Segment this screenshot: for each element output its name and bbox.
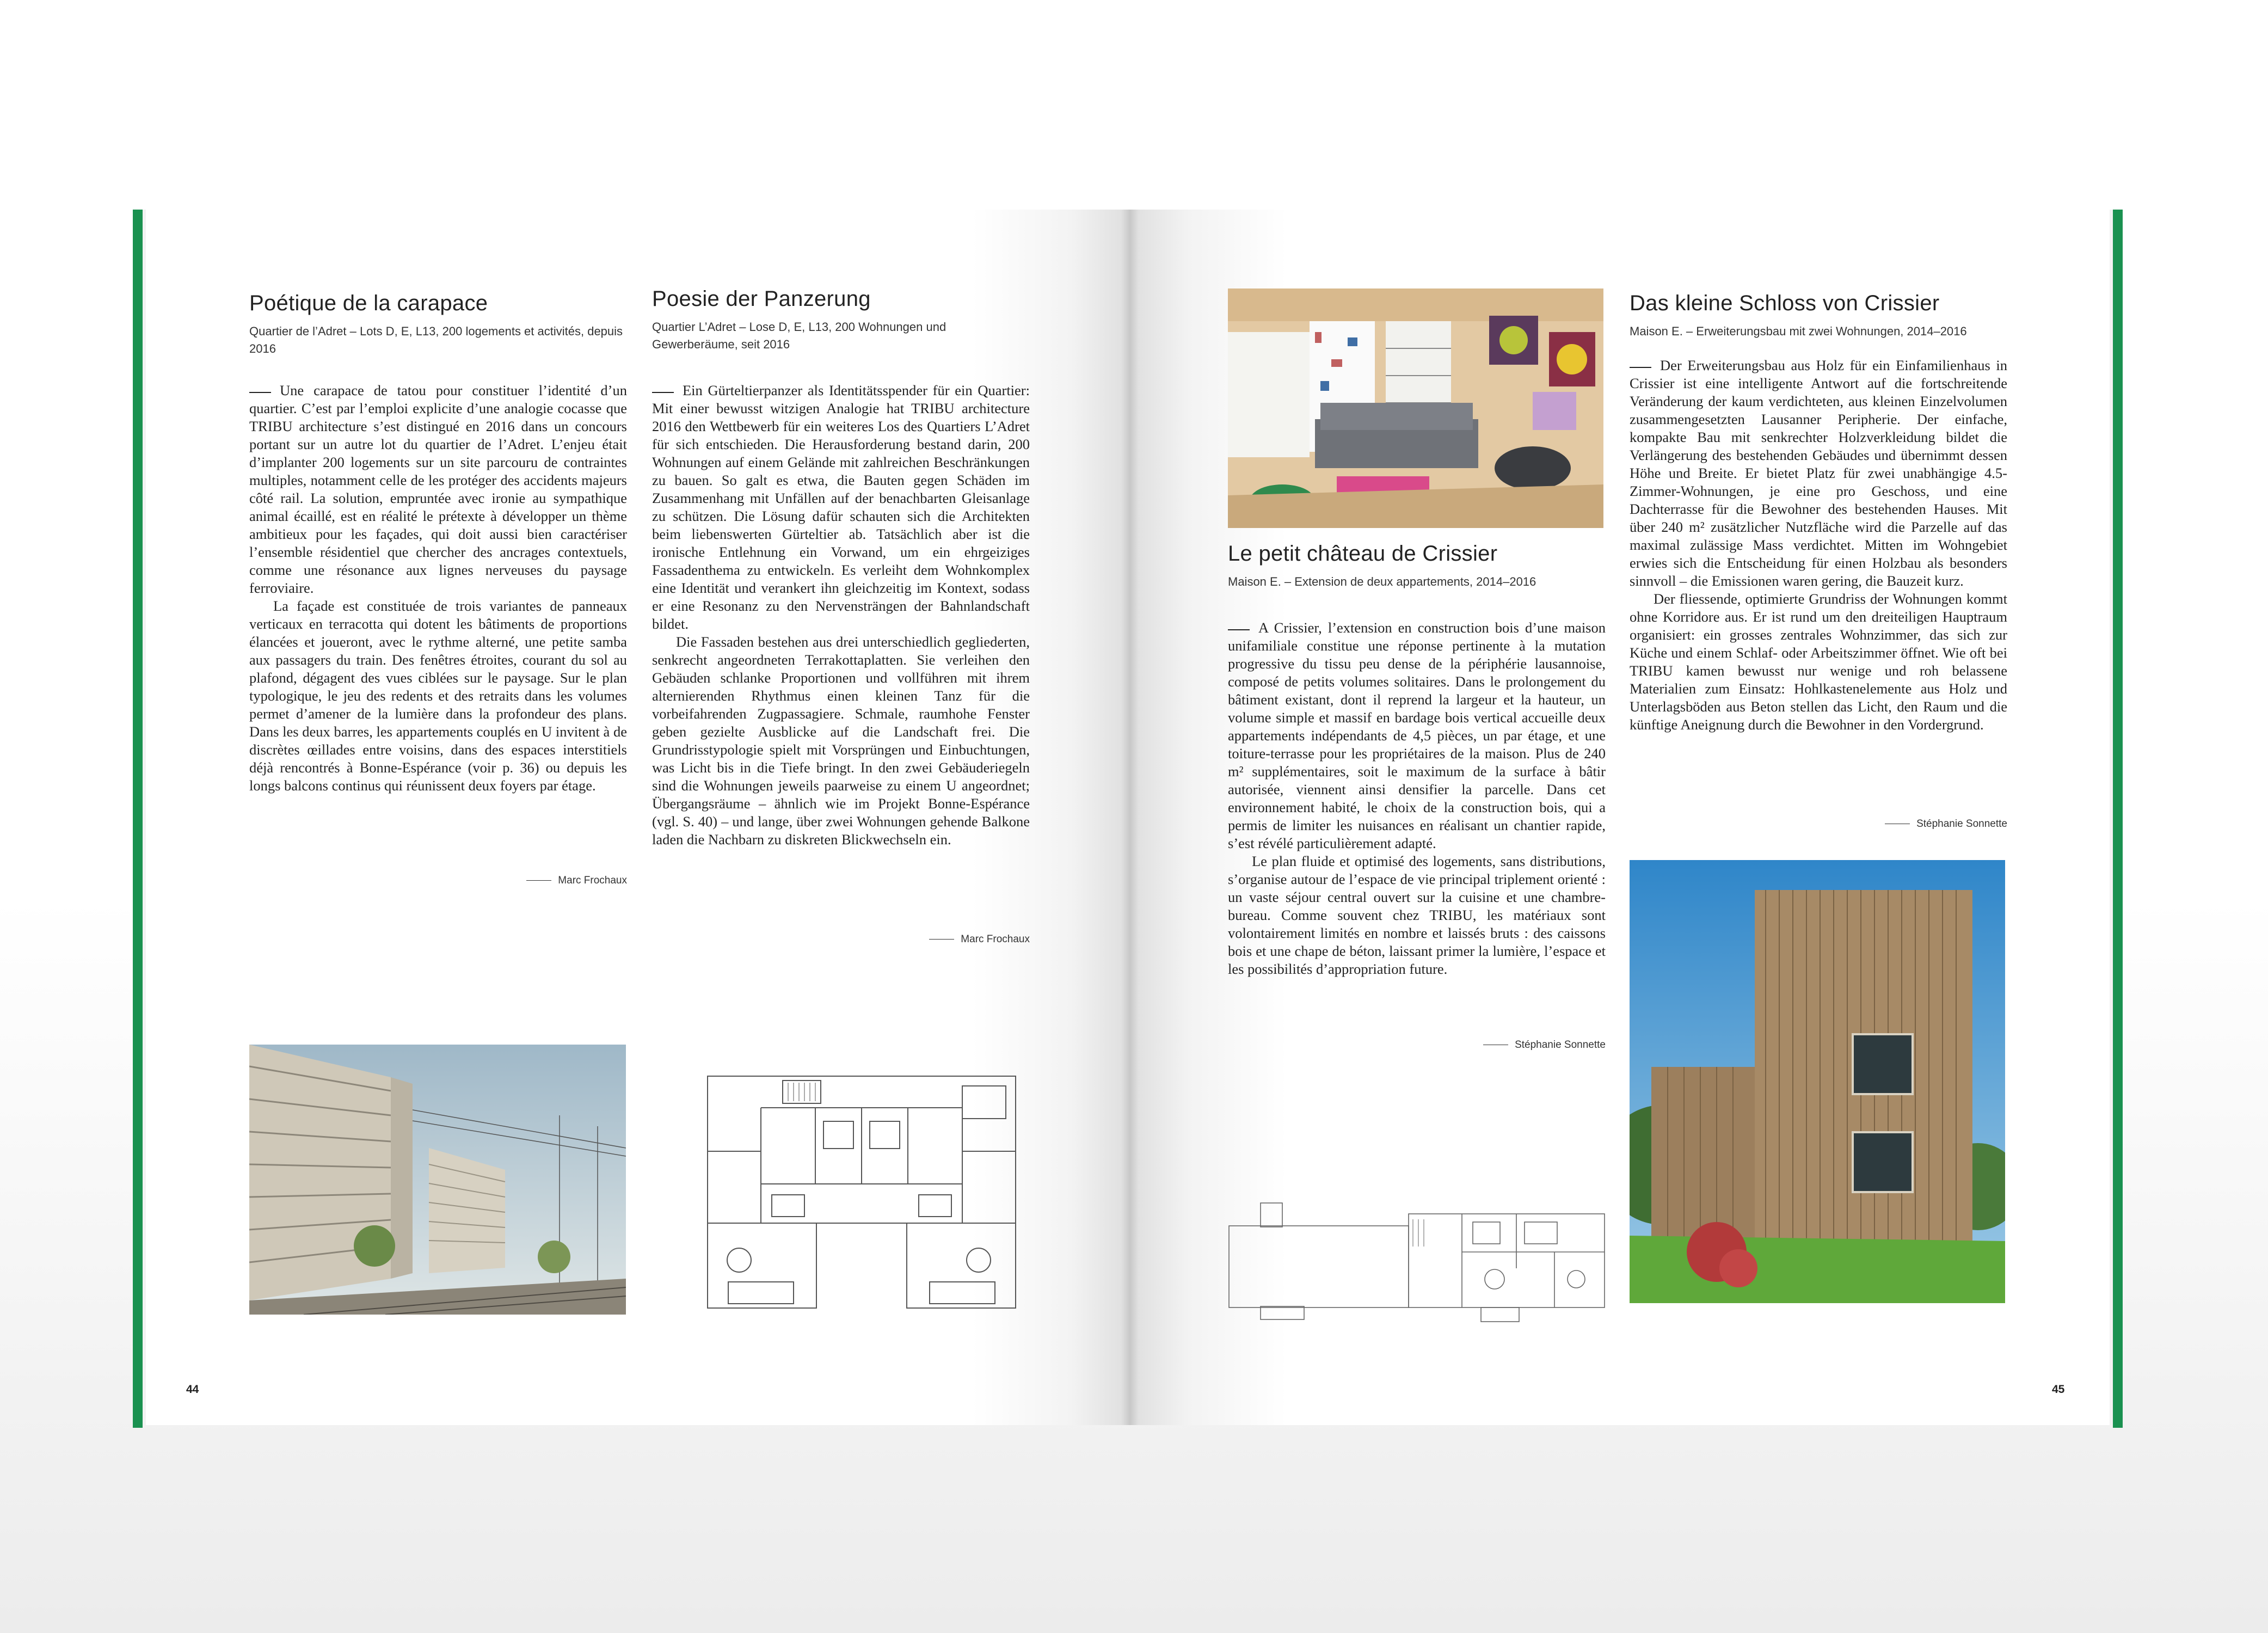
exterior-photo bbox=[1630, 860, 2005, 1303]
housing-rendering-image bbox=[249, 1045, 626, 1315]
german-title-right: Das kleine Schloss von Crissier bbox=[1630, 291, 1940, 315]
french-title-right: Le petit château de Crissier bbox=[1228, 542, 1498, 566]
paragraph: La façade est constituée de trois variantes de panneaux verticaux en terracotta qui dotent les bâtiments de proportions élancées et joueront, avec le rythme alterné, une petite samba aux passagers du train. Des fenêtres étroites, courant du sol au plafond, dégagent des vues ciblées sur le paysage. Sur le plan typologique, le jeu des redents et des retraits dans les volumes permet d’amener de la lumière dans la profondeur des plans. Dans les deux barres, les appartements couplés en U invitent à de discrètes œillades entre voisins, dans des espaces interstitiels déjà rencontrés à Bonne-Espérance (voir p. 36) ou depuis les longs balcons continus qui réunissent deux foyers par étage. bbox=[249, 598, 627, 794]
left-page bbox=[146, 210, 1130, 1425]
french-title-left: Poétique de la carapace bbox=[249, 291, 488, 315]
paragraph: Der Erweiterungsbau aus Holz für ein Einfamilienhaus in Crissier ist eine intelligente Antwort auf die fortschreitende Veränderung der kaum verdichteten, aus kleinen Einzelvolumen zusammengesetzten Lausanner Peripherie. Der einfache, kompakte Bau mit senkrechter Holzverkleidung bildet die Verlängerung des bestehenden Gebäudes und übernimmt dessen Höhe und Breite. Er bietet Platz für zwei unabhängige 4.5-Zimmer-Wohnungen, je eine pro Geschoss, und eine Dachterrasse für die Bewohner des bestehenden Hauses. Mit über 240 m² zusätzlicher Nutzfläche wird die Parzelle auf das maximal zulässige Mass verdichtet. Mitten im Wohngebiet erwies sich die Entscheidung für einen Holzbau als besonders sinnvoll – die Emissionen waren gering, die Bauzeit kurz. bbox=[1630, 357, 2007, 589]
author-credit: Marc Frochaux bbox=[249, 875, 627, 887]
lead-rule bbox=[1228, 629, 1250, 630]
french-subtitle-left: Quartier de l’Adret – Lots D, E, L13, 200 logements et activités, depuis 2016 bbox=[249, 324, 623, 355]
german-subtitle-right: Maison E. – Erweiterungsbau mit zwei Wohnungen, 2014–2016 bbox=[1630, 324, 1967, 338]
interior-photo bbox=[1228, 288, 1603, 528]
author-credit: Marc Frochaux bbox=[652, 934, 1030, 946]
french-body-left bbox=[249, 382, 627, 795]
lead-rule bbox=[652, 392, 674, 393]
german-subtitle-left: Quartier L’Adret – Lose D, E, L13, 200 Wohnungen und Gewerberäume, seit 2016 bbox=[652, 320, 946, 351]
paragraph: Une carapace de tatou pour constituer l’identité d’un quartier. C’est par l’emploi explicite d’une analogie cocasse que TRIBU architecture s’est distingué en 2016 dans un concours portant sur un autre lot du quartier de l’Adret. L’enjeu était d’implanter 200 logements sur un site parcouru de contraintes multiples, notamment celle de les protéger des accidents majeurs côté rail. La solution, empruntée avec ironie au sympathique animal écaillé, est en réalité le prétexte à développer un thème ambitieux pour les façades, qui doit aussi bien caractériser l’ensemble résidentiel que chercher des ancrages contextuels, comme une résonance aux lignes nerveuses du paysage ferroviaire. bbox=[249, 382, 627, 596]
author-credit: Stéphanie Sonnette bbox=[1630, 818, 2007, 830]
paragraph: Der fliessende, optimierte Grundriss der Wohnungen kommt ohne Korridore aus. Er ist rund um den dreiteiligen Hauptraum organisiert: ein grosses zentrales Wohnzimmer, das sich zur Küche und einem Schlaf- oder Arbeitszimmer öffnet. Wie oft bei TRIBU kamen bewusst nur wenige und roh belassene Materialien zum Einsatz: Hohlkastenelemente aus Holz und Unterlagsböden aus Beton stellen das Licht, den Raum und die künftige Aneignung durch die Bewohner in den Vordergrund. bbox=[1630, 591, 2007, 733]
paragraph: Ein Gürteltierpanzer als Identitätsspender für ein Quartier: Mit einer bewusst witzigen Analogie hat TRIBU architecture 2016 den Wettbewerb für ein weiteres Los des Quartiers L’Adret für sich entschieden. Die Herausforderung bestand darin, 200 Wohnungen auf einem Gelände mit zahlreichen Beschränkungen zu bauen. So galt es etwa, die Bauten gegen Schäden im Zusammenhang mit Unfällen auf der benachbarten Gleisanlage zu schützen. Die Lösung dafür schauten sich die Architekten beim liebenswerten Gürteltier ab. Tatsächlich aber ist die ironische Entlehnung ein Vorwand, um ein ehrgeiziges Fassadenthema zu entwickeln. Es verleiht dem Wohnkomplex eine Identität und verankert ihn gleichzeitig im Kontext, sodass er eine Resonanz zu den Nervensträngen der Bahnlandschaft bildet. bbox=[652, 382, 1030, 632]
german-body-right bbox=[1630, 357, 2007, 734]
page-number-right: 45 bbox=[2052, 1383, 2065, 1396]
floor-plan-left bbox=[706, 1075, 1017, 1310]
paragraph: A Crissier, l’extension en construction bois d’une maison unifamiliale constitue une réponse pertinente à la mutation progressive du tissu peu dense de la périphérie lausannoise, composé de petits volumes solitaires. Dans le prolongement du bâtiment existant, dont il reprend la largeur et la hauteur, un volume simple et massif en bardage bois vertical accueille deux appartements indépendants de 4,5 pièces, un par étage, et une toiture-terrasse pour les propriétaires de la maison. Plus de 240 m² supplémentaires, soit le maximum de la surface à bâtir autorisée, viennent ainsi densifier la parcelle. Dans cet environnement habité, le choix de la construction bois, qui a permis de limiter les nuisances en réalisant un chantier rapide, s’est révélé particulièrement adapté. bbox=[1228, 619, 1606, 851]
french-subtitle-right: Maison E. – Extension de deux appartements, 2014–2016 bbox=[1228, 575, 1536, 588]
floor-plan-right bbox=[1228, 1198, 1609, 1324]
right-page bbox=[1130, 210, 2110, 1425]
paragraph: Le plan fluide et optimisé des logements, sans distributions, s’organise autour de l’espace de vie principal triplement orienté : un vaste séjour central ouvert sur la cuisine et une chambre-bureau. Comme souvent chez TRIBU, les matériaux sont volontairement limités en nombre et laissés bruts : des caissons bois et une chape de béton, laissant primer la lumière, l’espace et les possibilités d’appropriation future. bbox=[1228, 853, 1606, 977]
german-body-left bbox=[652, 382, 1030, 849]
page-number-left: 44 bbox=[186, 1383, 199, 1396]
lead-rule bbox=[249, 392, 271, 393]
german-title-left: Poesie der Panzerung bbox=[652, 287, 871, 311]
book-gutter bbox=[1121, 210, 1139, 1425]
lead-rule bbox=[1630, 367, 1651, 368]
author-credit: Stéphanie Sonnette bbox=[1228, 1039, 1606, 1051]
paragraph: Die Fassaden bestehen aus drei unterschiedlich gegliederten, senkrecht angeordneten Terrakottaplatten. Sie verleihen den Gebäuden schlanke Proportionen und vollführen mit ihrem alternierenden Rhythmus einen kleinen Tanz für die vorbeifahrenden Zugpassagiere. Schmale, raumhohe Fenster geben gezielte Ausblicke auf die Landschaft frei. Die Grundrisstypologie spielt mit Vorsprüngen und Einbuchtungen, was Licht bis in die Tiefe bringt. In den zwei Gebäuderiegeln sind die Wohnungen jeweils paarweise zu einem U angeordnet; Übergangsräume – ähnlich wie im Projekt Bonne-Espérance (vgl. S. 40) – und lange, über zwei Wohnungen gehende Balkone laden die Nachbarn zu diskreten Blickwechseln ein. bbox=[652, 634, 1030, 848]
french-body-right bbox=[1228, 619, 1606, 978]
